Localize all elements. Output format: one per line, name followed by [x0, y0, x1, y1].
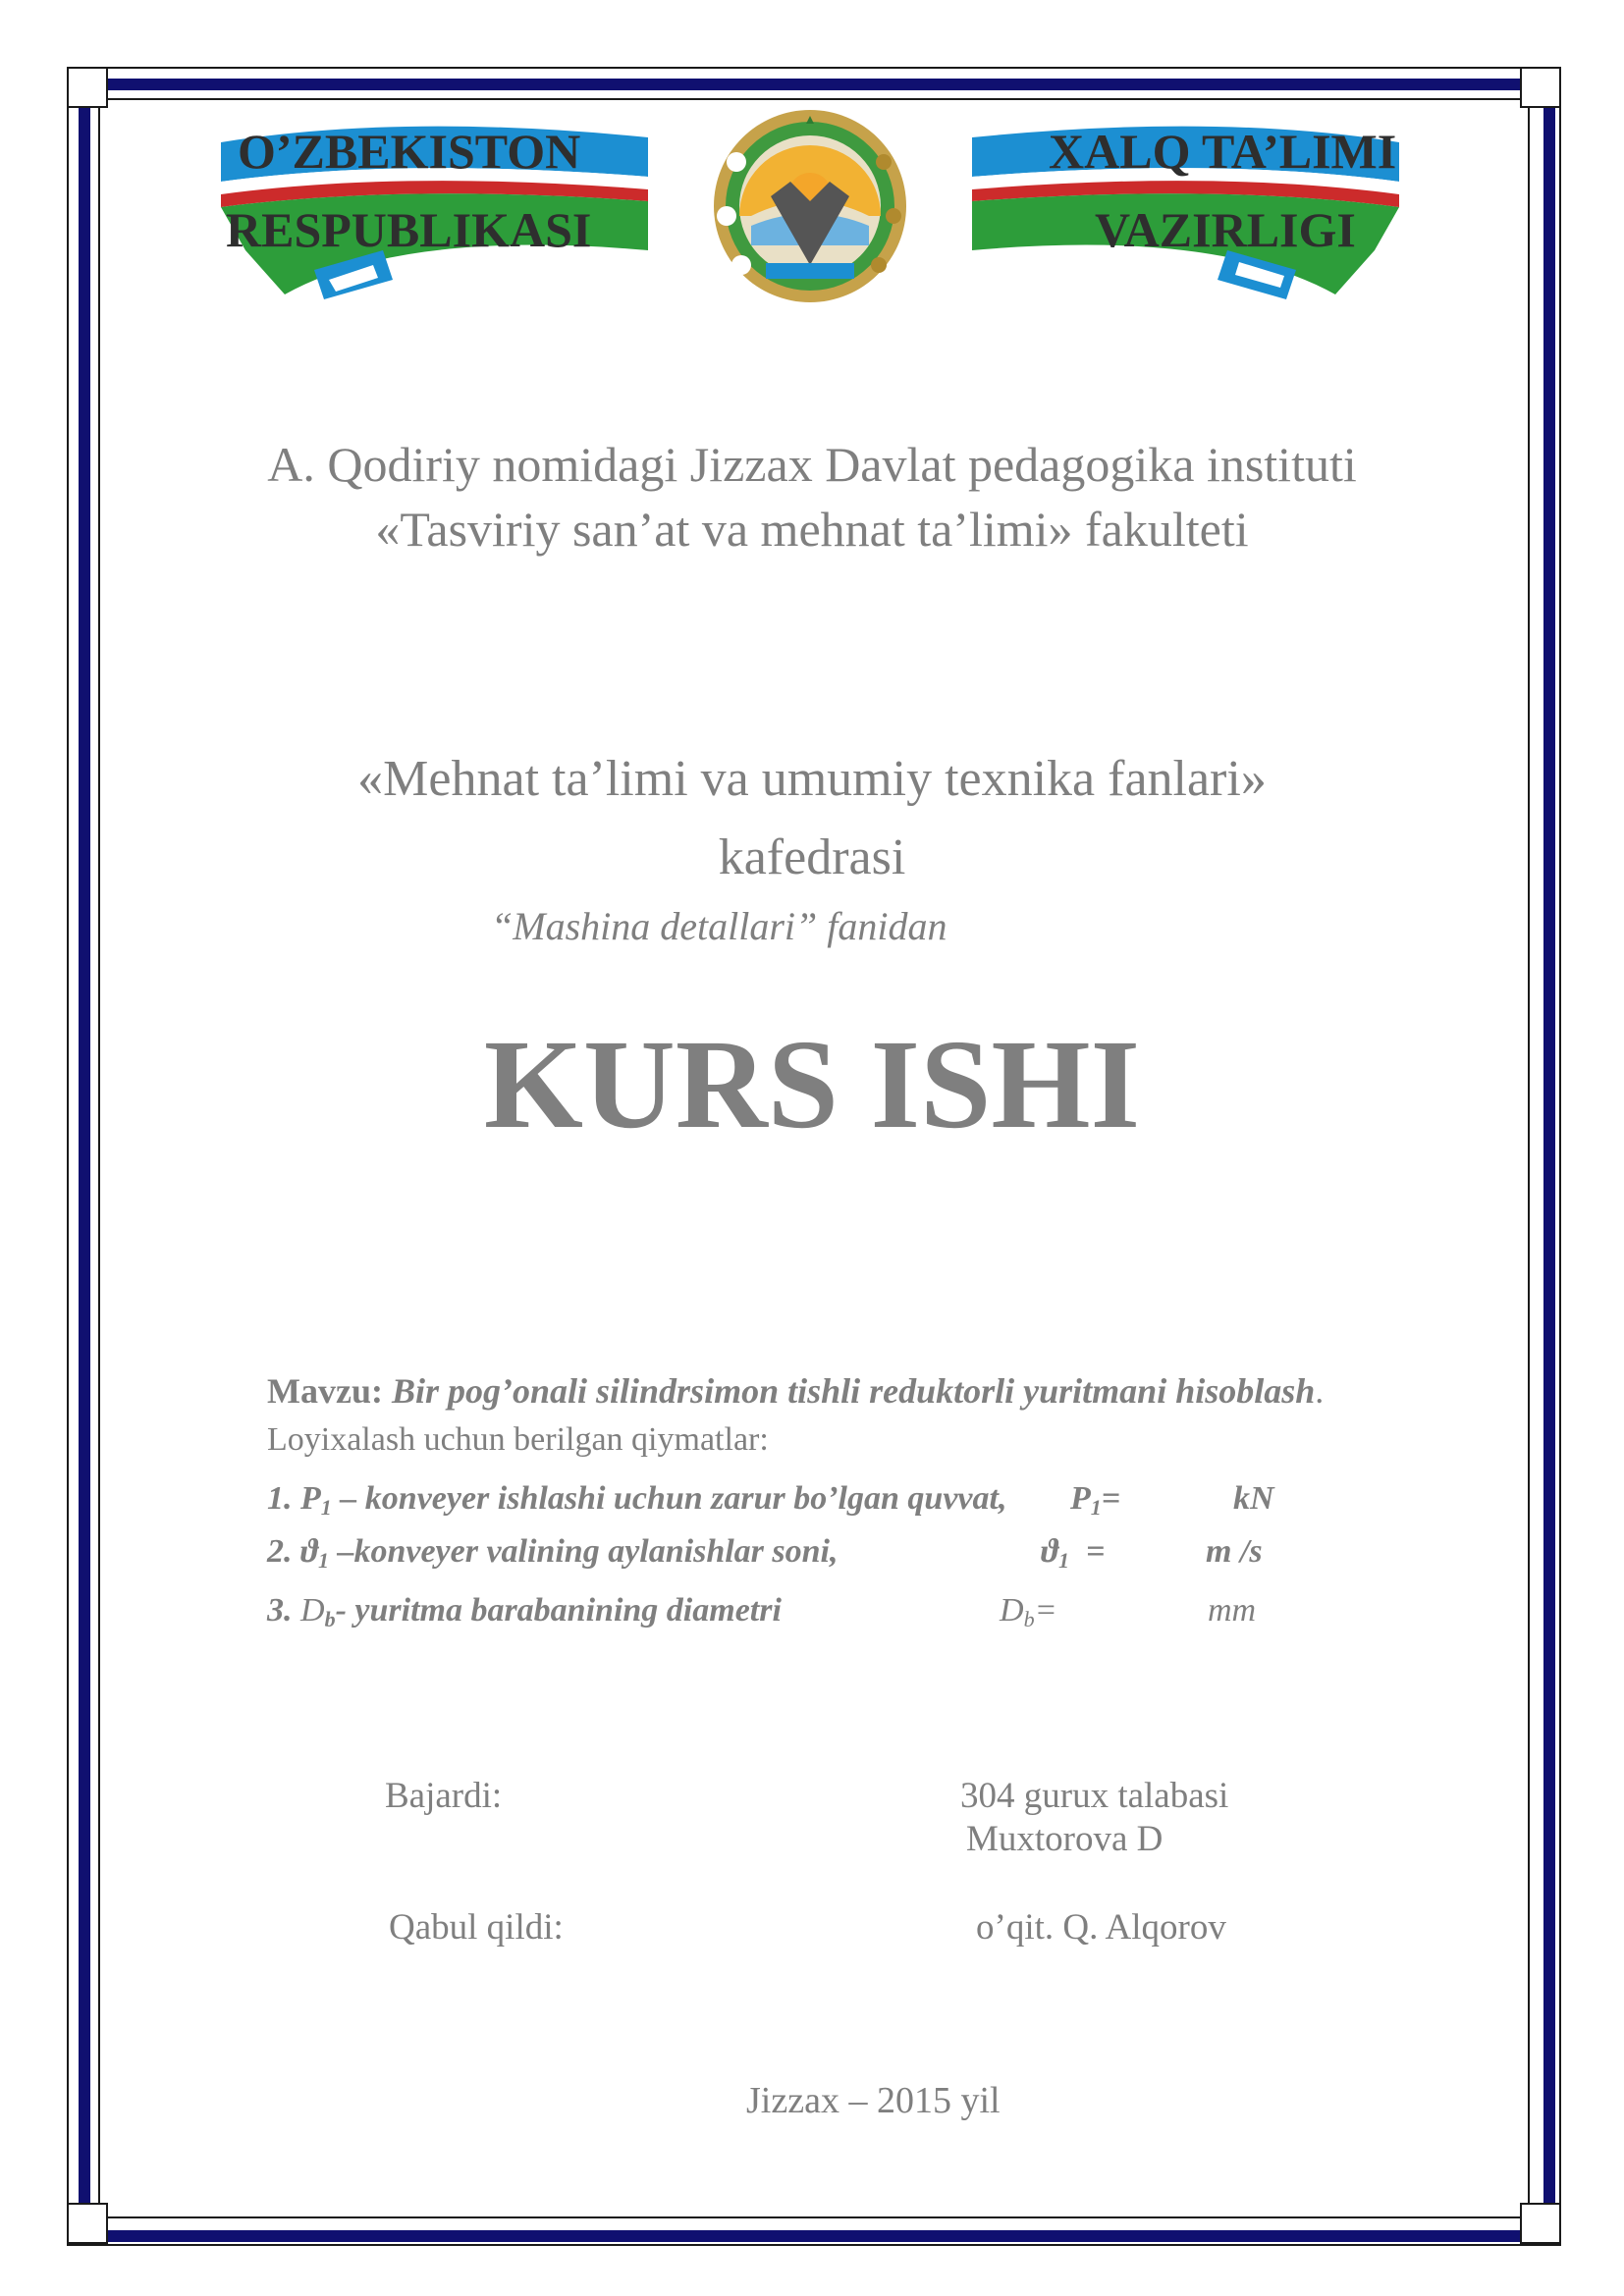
item-number: 2.: [267, 1533, 293, 1570]
department-name: «Mehnat ta’limi va umumiy texnika fanlari»: [357, 751, 1267, 807]
page-border-inner: [98, 98, 1530, 2218]
item-number: 3.: [267, 1592, 293, 1629]
value-equals: =: [1101, 1480, 1121, 1517]
item-description: - yuritma barabanining diametri: [335, 1592, 782, 1629]
item-subscript: b: [324, 1607, 336, 1631]
header-left-line2: RESPUBLIKASI: [226, 202, 592, 257]
item-symbol: ϑ: [300, 1533, 318, 1570]
topic-text: Bir pog’onali silindrsimon tishli reduktorli yuritmani hisoblash: [391, 1371, 1316, 1411]
header-right-line1: XALQ TA’LIMI: [1049, 124, 1397, 179]
item-subscript: 1: [317, 1548, 329, 1573]
given-item-1: [267, 1480, 1006, 1521]
department-suffix: kafedrasi: [718, 829, 906, 885]
given-item-1-unit: kN: [1233, 1480, 1274, 1517]
value-symbol: P: [1070, 1480, 1091, 1517]
done-by-label: Bajardi:: [385, 1776, 503, 1816]
given-item-3: [267, 1592, 782, 1632]
value-subscript: 1: [1090, 1495, 1102, 1520]
corner-ornament-top-left: [67, 67, 108, 108]
department-block: [98, 740, 1526, 897]
corner-ornament-bottom-left: [67, 2203, 108, 2244]
corner-ornament-bottom-right: [1520, 2203, 1561, 2244]
given-item-3-value: [1000, 1592, 1057, 1632]
item-description: – konveyer ishlashi uchun zarur bo’lgan quvvat,: [331, 1480, 1007, 1517]
topic-end: .: [1315, 1371, 1325, 1411]
document-title: KURS ISHI: [483, 1014, 1141, 1155]
institution-block: [98, 432, 1526, 561]
subject-line: “Mashina detallari” fanidan: [491, 904, 947, 948]
done-by-name: Muxtorova D: [966, 1819, 1164, 1859]
value-subscript: b: [1023, 1607, 1035, 1631]
item-number: 1.: [267, 1480, 293, 1517]
given-item-2: [267, 1533, 839, 1574]
place-and-year: Jizzax – 2015 yil: [746, 2080, 1001, 2121]
done-by-group: 304 gurux talabasi: [960, 1776, 1229, 1816]
item-subscript: 1: [320, 1495, 332, 1520]
item-symbol: P: [300, 1480, 321, 1517]
value-symbol: ϑ: [1041, 1533, 1058, 1570]
given-item-1-value: [1070, 1480, 1120, 1521]
header-left-line1: O’ZBEKISTON: [238, 124, 581, 179]
accepted-by-name: o’qit. Q. Alqorov: [976, 1907, 1226, 1948]
value-symbol: D: [1000, 1592, 1024, 1629]
value-subscript: 1: [1057, 1548, 1069, 1573]
item-description: –konveyer valining aylanishlar soni,: [337, 1533, 839, 1570]
header-right-line2: VAZIRLIGI: [1095, 202, 1356, 257]
value-equals: =: [1034, 1592, 1057, 1629]
given-values-label: Loyixalash uchun berilgan qiymatlar:: [267, 1421, 769, 1458]
value-equals: =: [1085, 1533, 1106, 1570]
institution-name: A. Qodiriy nomidagi Jizzax Davlat pedagogika instituti: [267, 437, 1357, 492]
faculty-name: «Tasviriy san’at va mehnat ta’limi» fakulteti: [375, 502, 1249, 557]
topic-label: Mavzu:: [267, 1371, 383, 1411]
given-item-3-unit: mm: [1208, 1592, 1257, 1629]
uzbekistan-emblem-icon: [714, 110, 906, 302]
corner-ornament-top-right: [1520, 67, 1561, 108]
item-symbol: D: [300, 1592, 325, 1629]
accepted-by-label: Qabul qildi:: [389, 1907, 564, 1948]
given-item-2-value: [1041, 1533, 1105, 1574]
topic-line: [267, 1364, 1324, 1418]
given-item-2-unit: m /s: [1206, 1533, 1263, 1570]
